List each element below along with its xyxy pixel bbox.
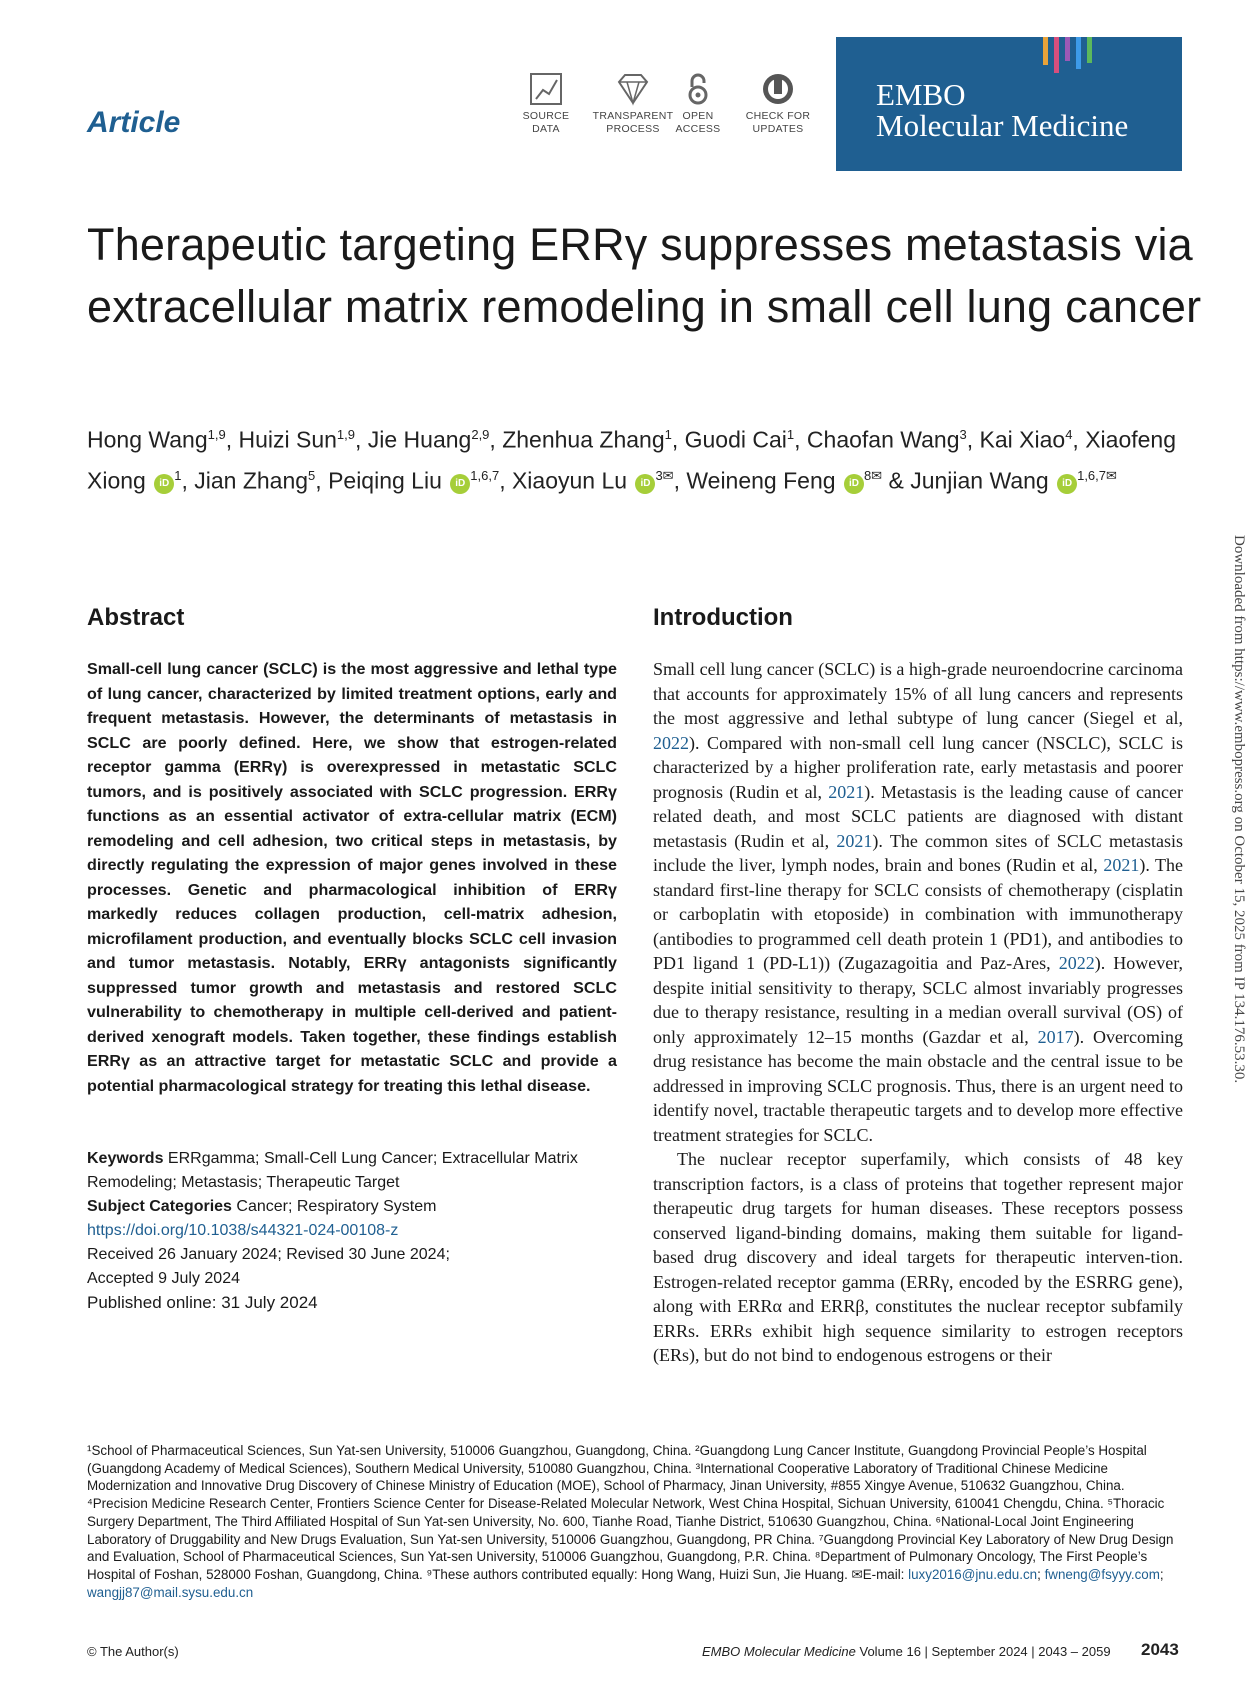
author-affiliation-marker: 1,6,7: [470, 468, 500, 484]
open-access-lock-icon: [685, 72, 711, 106]
intro-text-segment: Small cell lung cancer (SCLC) is a high-grade neuroendocrine carcinoma that accounts for approximately 15% of all lung cancers and represents the most aggressive and lethal subtype of lung cancer (Siegel et al,: [653, 659, 1183, 728]
intro-text-segment: ). Metastasis is the leading cause of cancer related death, and most SCLC patients are diagnosed with distant metastasis (Rudin et al,: [653, 781, 1183, 851]
journal-logo-stripes: [1043, 37, 1092, 73]
intro-text-segment: ). Compared with non-small cell lung cancer (NSCLC), SCLC is characterized by a higher proliferation rate, early metastasis and poorer prognosis (Rudin et al,: [653, 732, 1183, 802]
orcid-icon[interactable]: iD: [154, 474, 174, 494]
introduction-heading: Introduction: [653, 604, 793, 631]
subject-categories-value: Cancer; Respiratory System: [236, 1198, 437, 1215]
affiliation-text: ¹School of Pharmaceutical Sciences, Sun Yat-sen University, 510006 Guangzhou, Guangdong, China. ²Guangdong Lung Cancer Institute, Guangdong Provincial People’s Hospital (Guangdong Academy of Medical Sciences), Southern Medical University, 510080 Guangzhou, China. ³International Cooperative Laboratory of Traditional Chinese Medicine Modernization and Innovative Drug Discovery of Chinese Ministry of Education (MOE), School of Pharmacy, Jinan University, #855 Xingye Avenue, 510632 Guangzhou, China. ⁴Precision Medicine Research Center, Frontiers Science Center for Disease-Related Molecular Network, West China Hospital, Sichuan University, 610041 Chengdu, China. ⁵Thoracic Surgery Department, The Third Affiliated Hospital of Sun Yat-sen University, No. 600, Tianhe Road, Tianhe District, 510630 Guangzhou, China. ⁶National-Local Joint Engineering Laboratory of Druggability and New Drugs Evaluation, Sun Yat-sen University, 510006 Guangzhou, Guangdong, PR China. ⁷Guangdong Provincial Key Laboratory of New Drug Design and Evaluation, School of Pharmaceutical Sciences, Sun Yat-sen University, 510006 Guangzhou, Guangdong, P.R. China. ⁸Department of Pulmonary Oncology, The First People’s Hospital of Foshan, 528000 Foshan, Guangdong, China. ⁹These authors contributed equally: Hong Wang, Huizi Sun, Jie Huang. ✉E-mail:: [87, 1443, 1174, 1582]
abstract-text: Small-cell lung cancer (SCLC) is the most aggressive and lethal type of lung cancer, characterized by limited treatment options, early and frequent metastasis. However, the determinants of metastasis in SCLC are poorly defined. Here, we show that estrogen-related receptor gamma (ERRγ) is overexpressed in metastatic SCLC tumors, and is positively associated with SCLC progression. ERRγ functions as an essential activator of extra-cellular matrix (ECM) remodeling and cell adhesion, two critical steps in metastasis, by directly regulating the expression of major genes involved in these processes. Genetic and pharmacological inhibition of ERRγ markedly reduces collagen production, cell-matrix adhesion, microfilament production, and eventually blocks SCLC cell invasion and tumor metastasis. Notably, ERRγ antagonists significantly suppressed tumor growth and metastasis and restored SCLC vulnerability to chemotherapy in multiple cell-derived and patient-derived xenograft models. Taken together, these findings establish ERRγ as an attractive target for metastatic SCLC and provide a potential pharmacological strategy for treating this lethal disease.: [87, 660, 617, 1095]
author-name[interactable]: Guodi Cai: [684, 426, 787, 453]
source-data-badge[interactable]: [501, 72, 591, 136]
journal-logo[interactable]: [836, 37, 1182, 171]
author-name[interactable]: Junjian Wang: [910, 467, 1049, 494]
badge-line2: ACCESS: [675, 123, 721, 135]
citation-link[interactable]: 2022: [1058, 953, 1095, 973]
email-link[interactable]: fwneng@fsyyy.com: [1044, 1566, 1160, 1582]
received-date: Received 26 January 2024; Revised 30 June 2024;: [87, 1246, 450, 1263]
author-name[interactable]: Peiqing Liu: [328, 467, 442, 494]
author-affiliation-marker: 1: [174, 468, 182, 484]
citation-link[interactable]: 2021: [836, 830, 873, 851]
author-name[interactable]: Chaofan Wang: [806, 426, 960, 453]
footer-journal-name: EMBO Molecular Medicine: [702, 1644, 856, 1659]
page-number: 2043: [1141, 1640, 1179, 1659]
author-name[interactable]: Weineng Feng: [686, 467, 836, 494]
intro-text-segment: The nuclear receptor superfamily, which consists of 48 key transcription factors, is a class of proteins that together represent major therapeutic drug targets for human diseases. These receptors possess conserved ligand-binding domains, making them suitable for ligand-based drug discovery and ideal targets for therapeutic interven-tion. Estrogen-related receptor gamma (ERRγ, encoded by the ESRRG gene), along with ERRα and ERRβ, constitutes the nuclear receptor subfamily ERRs. ERRs exhibit high sequence similarity to estrogen receptors (ERs), but do not bind to endogenous estrogens or their: [653, 1149, 1183, 1365]
diamond-icon: [613, 72, 653, 106]
orcid-icon[interactable]: iD: [844, 474, 864, 494]
author-name[interactable]: Xiaofeng Xiong: [87, 426, 1177, 494]
author-name[interactable]: Zhenhua Zhang: [502, 426, 665, 453]
accepted-date: Accepted 9 July 2024: [87, 1270, 240, 1287]
orcid-icon[interactable]: iD: [1057, 474, 1077, 494]
orcid-icon[interactable]: iD: [635, 474, 655, 494]
author-affiliation-marker: 2,9: [471, 427, 490, 442]
author-list: Hong Wang$^{1,9}$, Huizi Sun$^{1,9}$, Jie Huang$^{2,9}$, Zhenhua Zhang$^1$, Guodi Cai$^1$, Chaofan Wang$^3$, Kai Xiao$^4$, Xiaofeng Xiong $iD^1$, Jian Zhang$^5$, Peiqing Liu iD$^{1,6,7}$, Xiaoyun Lu $iD^{3✉}$, Weineng Feng $iD^{8✉}$ & Junjian Wang $iD^{1,6,7✉}$: [87, 426, 1177, 494]
badge-line1: TRANSPARENT: [592, 110, 674, 122]
source-data-icon: [529, 72, 563, 106]
author-affiliation-marker: 1: [786, 427, 795, 442]
citation-link[interactable]: 2021: [828, 781, 865, 802]
journal-name-line2: Molecular Medicine: [876, 108, 1129, 143]
journal-name-line1: EMBO: [876, 77, 966, 112]
orcid-icon[interactable]: iD: [450, 474, 470, 494]
citation-link[interactable]: 2017: [1037, 1026, 1074, 1047]
author-name[interactable]: Xiaoyun Lu: [511, 467, 628, 494]
abstract-heading: Abstract: [87, 604, 185, 631]
intro-paragraph: [653, 657, 1183, 1147]
author-affiliation-marker: 5: [308, 468, 316, 484]
author-name[interactable]: Huizi Sun: [238, 426, 337, 453]
check-for-updates-badge[interactable]: [733, 72, 823, 136]
author-affiliation-marker: 3✉: [655, 468, 674, 484]
subject-line: [87, 1195, 617, 1219]
citation-link[interactable]: 2022: [653, 732, 689, 753]
intro-paragraph: [653, 1147, 1183, 1368]
author-affiliation-marker: 8✉: [863, 468, 883, 484]
badge-line2: DATA: [532, 123, 560, 135]
author-name[interactable]: Hong Wang: [87, 426, 208, 453]
check-updates-icon: [761, 72, 795, 106]
introduction-text: [653, 657, 1183, 1368]
author-affiliation-marker: 1: [664, 427, 672, 442]
copyright-notice: © The Author(s): [87, 1644, 179, 1659]
author-name[interactable]: Jie Huang: [367, 426, 472, 453]
author-name[interactable]: Kai Xiao: [979, 426, 1066, 453]
published-date: Published online: 31 July 2024: [87, 1293, 318, 1312]
intro-text-segment: ). However, despite initial sensitivity to therapy, SCLC almost invariably progresses due to therapy resistance, resulting in a median overall survival (OS) of only approximately 12–15 months (Gazdar et al,: [653, 953, 1183, 1047]
intro-text-segment: ). Overcoming drug resistance has become the main obstacle and the central issue to be addressed in improving SCLC prognosis. Thus, there is an urgent need to identify novel, tractable therapeutic targets and to develop more effective treatment strategies for SCLC.: [653, 1026, 1183, 1145]
author-affiliation-marker: 1,9: [207, 427, 226, 442]
subject-categories-label: Subject Categories: [87, 1198, 232, 1215]
keywords-value: ERRgamma; Small-Cell Lung Cancer; Extracellular Matrix Remodeling; Metastasis; Therapeutic Target: [87, 1150, 578, 1191]
badge-line2: UPDATES: [752, 123, 804, 135]
affiliations-footnote: [87, 1442, 1183, 1601]
article-title: Therapeutic targeting ERRγ suppresses metastasis via extracellular matrix remodeling in small cell lung cancer: [87, 219, 1202, 332]
author-affiliation-marker: 1,9: [336, 427, 355, 442]
author-affiliation-marker: 3: [959, 427, 967, 442]
affiliation-text: ;: [1037, 1566, 1045, 1582]
footer-journal-reference: [702, 1644, 1111, 1659]
citation-link[interactable]: 2021: [1103, 855, 1140, 875]
footer-volume-info: Volume 16 | September 2024 | 2043 – 2059: [855, 1644, 1111, 1659]
intro-text-segment: ). The standard first-line therapy for SCLC consists of chemotherapy (cisplatin or carboplatin with etoposide) in combination with immunotherapy (antibodies to programmed cell death protein 1 (PD1), and antibodies to PD1 ligand 1 (PD-L1)) (Zugazagoitia and Paz-Ares,: [653, 855, 1183, 973]
author-affiliation-marker: 1,6,7✉: [1077, 468, 1117, 484]
email-link[interactable]: wangjj87@mail.sysu.edu.cn: [87, 1584, 254, 1600]
badge-line1: SOURCE: [522, 110, 570, 122]
article-type-label: Article: [87, 106, 181, 139]
badge-line1: CHECK FOR: [745, 110, 811, 122]
keywords-line: [87, 1147, 617, 1195]
affiliation-text: ;: [1159, 1566, 1164, 1582]
badge-line2: PROCESS: [606, 123, 660, 135]
article-metadata: [87, 1147, 617, 1315]
intro-text-segment: ). The common sites of SCLC metastasis include the liver, lymph nodes, brain and bones (Rudin et al,: [653, 830, 1183, 875]
badge-line1: OPEN: [682, 110, 714, 122]
download-watermark: Downloaded from https://www.embopress.org on October 15, 2025 from IP 134.176.53.30.: [1231, 535, 1247, 1084]
doi-link[interactable]: https://doi.org/10.1038/s44321-024-00108-z: [87, 1222, 399, 1239]
keywords-label: Keywords: [87, 1150, 164, 1167]
email-link[interactable]: luxy2016@jnu.edu.cn: [908, 1566, 1038, 1582]
open-access-badge[interactable]: [653, 72, 743, 136]
author-affiliation-marker: 4: [1065, 427, 1073, 442]
author-name[interactable]: Jian Zhang: [194, 467, 309, 494]
